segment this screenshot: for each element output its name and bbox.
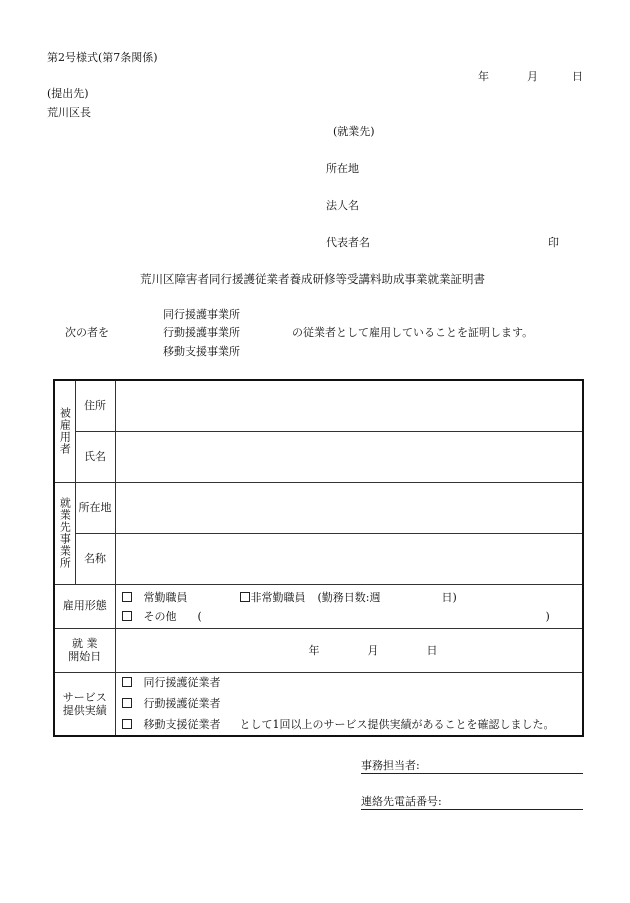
workplace-group-cell [54, 482, 75, 584]
employer-address-label: 所在地 [326, 162, 359, 175]
fulltime-checkbox[interactable] [122, 592, 132, 602]
service-cell [115, 672, 583, 736]
other-paren-open: ( [197, 610, 202, 623]
submit-to-label: (提出先) [47, 87, 89, 100]
service-checkbox-1[interactable] [122, 677, 132, 687]
start-date-cell[interactable] [115, 628, 583, 672]
workplace-name-field[interactable] [115, 533, 583, 584]
service-label-line2: 提供実績 [62, 703, 107, 717]
clerk-label: 事務担当者: [361, 759, 420, 772]
date-day: 日 [572, 70, 583, 83]
fulltime-label: 常勤職員 [143, 591, 188, 604]
workplace-address-field[interactable] [115, 482, 583, 533]
clerk-field[interactable] [361, 760, 583, 774]
service-item-1: 同行援護従業者 [143, 675, 221, 689]
service-item-3: 移動支援従業者 [143, 717, 221, 731]
phone-label: 連絡先電話番号: [361, 795, 442, 808]
service-label [54, 672, 115, 736]
service-checkbox-3[interactable] [122, 719, 132, 729]
employment-type-cell [115, 584, 583, 628]
employer-corp-label: 法人名 [326, 199, 359, 212]
parttime-checkbox[interactable] [240, 592, 250, 602]
employer-rep-label: 代表者名 [326, 236, 370, 249]
start-year: 年 [308, 644, 320, 657]
start-date-label-line1: 就 業 [72, 636, 98, 650]
service-item-2: 行動援護従業者 [143, 696, 221, 710]
certificate-table [53, 379, 584, 737]
service-label-line1: サービス [62, 690, 107, 704]
employee-address-label: 住所 [75, 380, 115, 431]
office-option-2: 行動援護事業所 [163, 326, 240, 339]
seal-mark: 印 [548, 236, 559, 249]
employee-group-label: 被雇用者 [58, 407, 72, 456]
employer-heading: (就業先) [333, 125, 375, 138]
parttime-label: 非常勤職員 [250, 591, 306, 604]
service-confirm-text: として1回以上のサービス提供実績があることを確認しました。 [239, 717, 555, 731]
statement-prefix: 次の者を [65, 326, 109, 339]
service-checkbox-2[interactable] [122, 698, 132, 708]
employee-address-field[interactable] [115, 380, 583, 431]
workplace-name-label: 名称 [75, 533, 115, 584]
office-option-3: 移動支援事業所 [163, 345, 240, 358]
submit-to-name: 荒川区長 [47, 106, 91, 119]
statement-suffix: の従業者として雇用していることを証明します。 [292, 326, 534, 339]
document-title: 荒川区障害者同行援護従業者養成研修等受講料助成事業就業証明書 [140, 272, 485, 286]
other-paren-close: ) [545, 610, 550, 623]
work-days-unit: 日) [441, 591, 457, 604]
form-number: 第2号様式(第7条関係) [47, 51, 158, 64]
start-month: 月 [367, 644, 379, 657]
start-day: 日 [426, 644, 438, 657]
employee-group-cell [54, 380, 75, 482]
start-date-label-line2: 開始日 [68, 650, 102, 663]
date-month: 月 [527, 70, 538, 83]
employment-type-label: 雇用形態 [54, 584, 115, 628]
start-date-label [54, 628, 115, 672]
work-days-label: (勤務日数:週 [317, 591, 381, 604]
workplace-group-label: 就業先事業所 [58, 497, 72, 569]
other-checkbox[interactable] [122, 611, 132, 621]
office-option-1: 同行援護事業所 [163, 308, 240, 321]
employee-name-field[interactable] [115, 431, 583, 482]
phone-field[interactable] [361, 796, 583, 810]
other-label: その他 [143, 610, 177, 623]
workplace-address-label: 所在地 [75, 482, 115, 533]
date-year: 年 [478, 70, 489, 83]
employee-name-label: 氏名 [75, 431, 115, 482]
